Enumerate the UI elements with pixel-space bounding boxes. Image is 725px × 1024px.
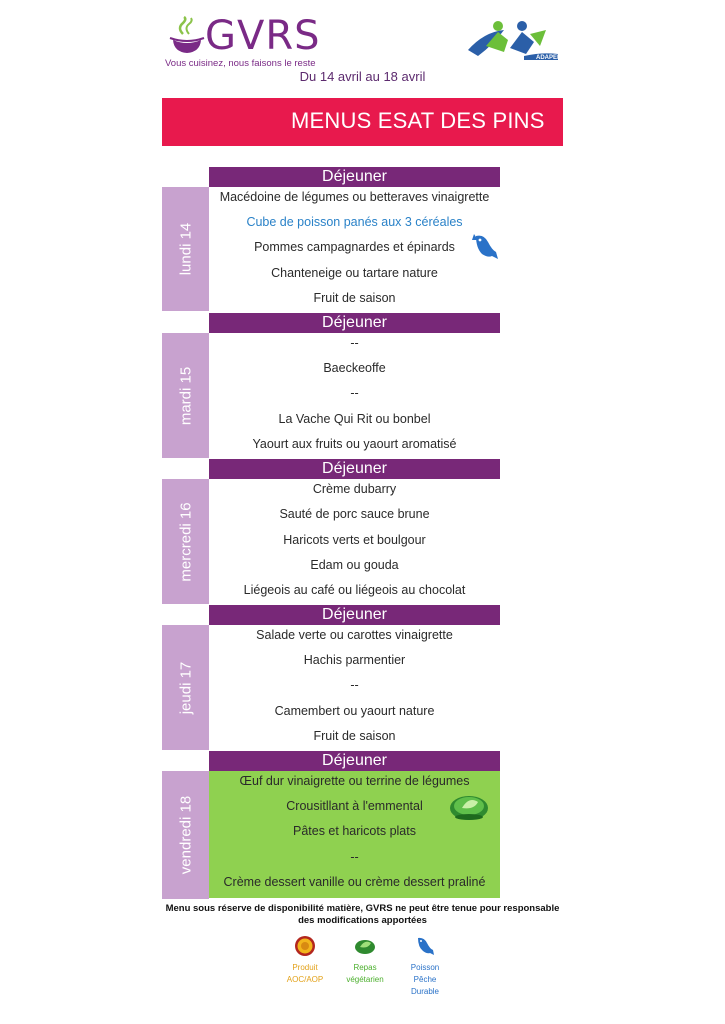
menu-item: Camembert ou yaourt nature <box>274 704 435 718</box>
brand-name: GVRS <box>205 13 321 59</box>
legend-label-fish: Poisson Pêche Durable <box>410 963 440 996</box>
meal-header: Déjeuner <box>209 459 500 479</box>
menu-item: Œuf dur vinaigrette ou terrine de légumes <box>239 774 470 788</box>
menu-item: Chanteneige ou tartare nature <box>271 266 438 280</box>
vegetarian-leaf-icon <box>354 935 376 957</box>
vegetarian-leaf-icon <box>448 790 490 822</box>
menu-item: -- <box>350 336 359 350</box>
meal-header: Déjeuner <box>209 167 500 187</box>
meal-header: Déjeuner <box>209 605 500 625</box>
menu-item: Macédoine de légumes ou betteraves vinaigrette <box>219 190 490 204</box>
menu-item: Fruit de saison <box>313 729 396 743</box>
disclaimer: Menu sous réserve de disponibilité matière, GVRS ne peut être tenue pour responsable des modifications apportées <box>165 903 560 926</box>
meal-header: Déjeuner <box>209 751 500 771</box>
day-column-monday <box>162 187 209 311</box>
day-label: mardi 15 <box>177 366 194 425</box>
menu-item: Baeckeoffe <box>323 361 386 375</box>
day-label: mercredi 16 <box>177 501 194 582</box>
menu-item: Salade verte ou carottes vinaigrette <box>256 628 453 642</box>
menu-item: -- <box>350 850 359 864</box>
menu-item: Liégeois au café ou liégeois au chocolat <box>243 583 466 597</box>
steaming-cup-icon <box>167 16 207 56</box>
menu-item: -- <box>350 386 359 400</box>
date-range: Du 14 avril au 18 avril <box>299 69 426 84</box>
day-label: lundi 14 <box>177 222 194 276</box>
sustainable-fish-icon <box>470 232 500 262</box>
menu-item: La Vache Qui Rit ou bonbel <box>278 412 431 426</box>
legend-label-vegetarian: Repas végétarien <box>346 963 384 984</box>
partner-logo-text: ADAPEI <box>536 55 559 61</box>
menu-item: -- <box>350 678 359 692</box>
menu-item-fish: Cube de poisson panés aux 3 céréales <box>246 215 463 229</box>
menu-item-vegetarian: Crousitllant à l'emmental <box>286 799 423 813</box>
title-banner <box>162 98 563 146</box>
menu-item: Pommes campagnardes et épinards <box>254 240 455 254</box>
gvrs-logo <box>163 12 338 72</box>
menu-item: Pâtes et haricots plats <box>293 824 416 838</box>
menu-item: Crème dessert vanille ou crème dessert praliné <box>223 875 486 889</box>
day-column-tuesday <box>162 333 209 458</box>
day-column-thursday <box>162 625 209 750</box>
day-label: vendredi 18 <box>177 795 194 875</box>
menu-item: Hachis parmentier <box>303 653 406 667</box>
sustainable-fish-icon <box>414 935 436 957</box>
brand-tagline: Vous cuisinez, nous faisons le reste <box>165 58 316 69</box>
day-column-wednesday <box>162 479 209 604</box>
menu-item: Sauté de porc sauce brune <box>279 507 430 521</box>
legend-label-aoc: Produit AOC/AOP <box>286 963 324 984</box>
adapei-logo <box>464 16 560 62</box>
menu-item: Crème dubarry <box>312 482 397 496</box>
aoc-aop-seal-icon <box>294 935 316 957</box>
menu-item: Yaourt aux fruits ou yaourt aromatisé <box>252 437 457 451</box>
day-column-friday <box>162 771 209 899</box>
menu-item: Fruit de saison <box>313 291 396 305</box>
menu-item: Edam ou gouda <box>310 558 399 572</box>
meal-header: Déjeuner <box>209 313 500 333</box>
page-title: MENUS ESAT DES PINS <box>291 108 545 133</box>
menu-item: Haricots verts et boulgour <box>283 533 426 547</box>
day-label: jeudi 17 <box>177 661 194 714</box>
